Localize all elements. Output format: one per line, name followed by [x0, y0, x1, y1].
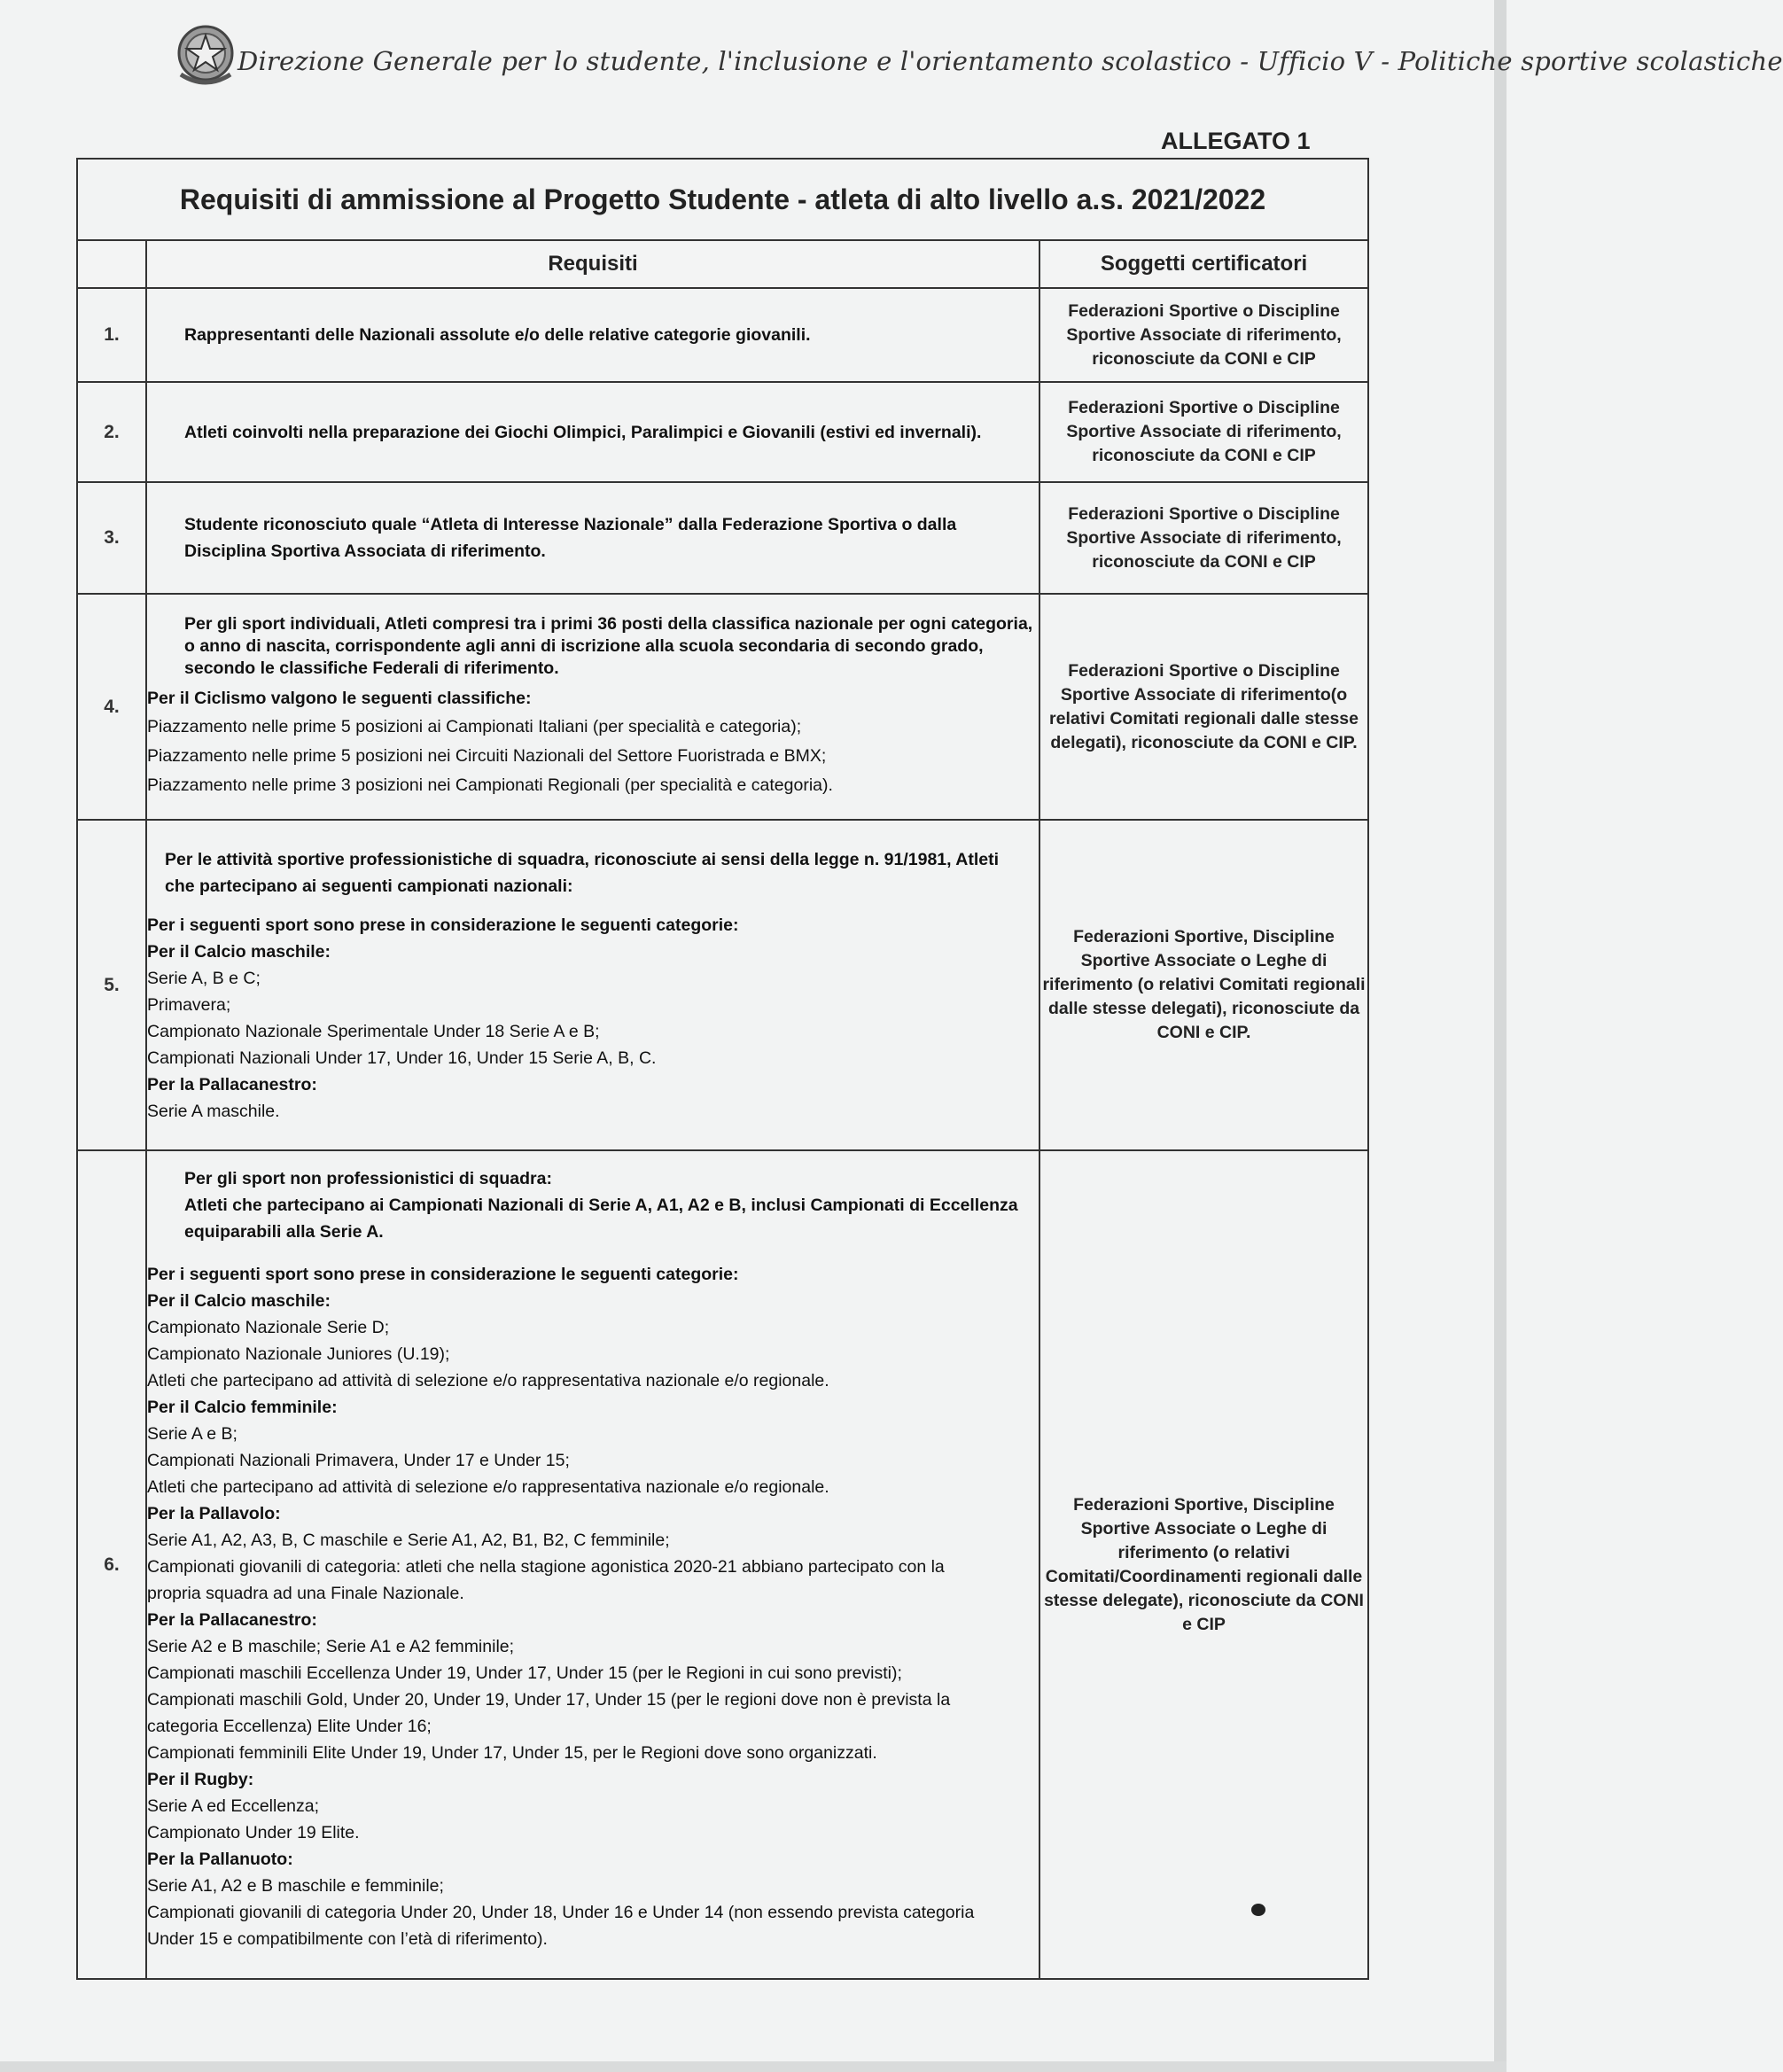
sport-heading: Per la Pallanuoto:	[147, 1850, 293, 1869]
list-item: Campionati maschili Eccellenza Under 19, Under 17, Under 15 (per le Regioni in cui sono previsti);	[147, 1663, 902, 1683]
table-row	[77, 1150, 1368, 1979]
list-item: Campionato Under 19 Elite.	[147, 1823, 360, 1842]
certifier-cell: Federazioni Sportive o Discipline Sportive Associate di riferimento, riconosciute da CONI e CIP	[1039, 382, 1368, 482]
sub-heading: Per il Ciclismo valgono le seguenti classifiche:	[147, 689, 532, 708]
requirement-text: Per gli sport non professionistici di squadra:	[184, 1169, 552, 1188]
sport-heading: Per il Calcio maschile:	[147, 941, 331, 962]
annex-label: ALLEGATO 1	[1161, 128, 1311, 154]
requirement-cell	[146, 820, 1039, 1150]
row-number: 2.	[77, 382, 146, 482]
list-item: Campionati Nazionali Under 17, Under 16, Under 15 Serie A, B, C.	[147, 1048, 657, 1068]
table-row	[77, 482, 1368, 594]
table-row	[77, 288, 1368, 382]
sport-heading: Per la Pallacanestro:	[147, 1610, 317, 1630]
list-item: Campionati maschili Gold, Under 20, Under 19, Under 17, Under 15 (per le regioni dove non è prevista la	[147, 1690, 951, 1710]
requirement-text: Per le attività sportive professionistiche di squadra, riconosciute ai sensi della legge n. 91/1981, Atleti	[165, 849, 1000, 869]
list-item: Serie A1, A2, A3, B, C maschile e Serie A1, A2, B1, B2, C femminile;	[147, 1531, 670, 1550]
table-title: Requisiti di ammissione al Progetto Studente - atleta di alto livello a.s. 2021/2022	[77, 159, 1368, 240]
certifier-cell: Federazioni Sportive o Discipline Sportive Associate di riferimento, riconosciute da CONI e CIP	[1039, 482, 1368, 594]
list-item: Campionato Nazionale Serie D;	[147, 1318, 390, 1337]
certifier-cell: Federazioni Sportive, Discipline Sportive Associate o Leghe di riferimento (o relativi Comitati/Coordinamenti regionali dalle stesse delegate), riconosciute da CONI e CIP	[1039, 1150, 1368, 1979]
list-item: Atleti che partecipano ad attività di selezione e/o rappresentativa nazionale e/o regionale.	[147, 1371, 829, 1390]
row-number: 5.	[77, 820, 146, 1150]
list-item: Campionato Nazionale Juniores (U.19);	[147, 1344, 450, 1364]
certifier-cell: Federazioni Sportive o Discipline Sportive Associate di riferimento(o relativi Comitati regionali dalle stesse delegati), riconosciute da CONI e CIP.	[1039, 594, 1368, 820]
list-item: Campionati femminili Elite Under 19, Under 17, Under 15, per le Regioni dove sono organizzati.	[147, 1743, 877, 1763]
scan-speck	[1251, 1904, 1265, 1916]
list-item: Campionato Nazionale Sperimentale Under 18 Serie A e B;	[147, 1021, 600, 1041]
requirement-text: Per gli sport individuali, Atleti compresi tra i primi 36 posti della classifica nazionale per ogni categoria,	[184, 614, 1033, 634]
list-item: Serie A, B e C;	[147, 968, 261, 988]
ministry-office-line: Direzione Generale per lo studente, l'inclusione e l'orientamento scolastico - Ufficio V - Politiche sportive scolastiche	[237, 46, 1783, 76]
table-row	[77, 594, 1368, 820]
table-row	[77, 820, 1368, 1150]
list-item: Serie A ed Eccellenza;	[147, 1796, 320, 1816]
row-number: 4.	[77, 594, 146, 820]
requirement-cell	[146, 382, 1039, 482]
requirement-cell	[146, 1150, 1039, 1979]
sport-heading: Per la Pallavolo:	[147, 1504, 281, 1523]
certifier-cell: Federazioni Sportive, Discipline Sportive Associate o Leghe di riferimento (o relativi Comitati regionali dalle stesse delegati), riconosciute da CONI e CIP.	[1039, 820, 1368, 1150]
letterhead	[170, 16, 1783, 96]
list-item: Piazzamento nelle prime 5 posizioni ai Campionati Italiani (per specialità e categoria);	[147, 717, 802, 736]
requirement-text: secondo le classifiche Federali di riferimento.	[184, 658, 559, 678]
list-item: Primavera;	[147, 994, 231, 1015]
list-item: Piazzamento nelle prime 5 posizioni nei Circuiti Nazionali del Settore Fuoristrada e BMX;	[147, 746, 827, 766]
row-number: 3.	[77, 482, 146, 594]
list-item: Serie A maschile.	[147, 1101, 280, 1121]
requirement-text: equiparabili alla Serie A.	[184, 1222, 384, 1242]
requirement-text: che partecipano ai seguenti campionati nazionali:	[165, 876, 573, 896]
lead-text: Per i seguenti sport sono prese in considerazione le seguenti categorie:	[147, 915, 739, 935]
row-number: 1.	[77, 288, 146, 382]
lead-text: Per i seguenti sport sono prese in considerazione le seguenti categorie:	[147, 1265, 739, 1284]
row-number: 6.	[77, 1150, 146, 1979]
requirement-text: Studente riconosciuto quale “Atleta di Interesse Nazionale” dalla Federazione Sportiva o dalla	[184, 515, 957, 534]
requirement-cell	[146, 482, 1039, 594]
list-item: Atleti che partecipano ad attività di selezione e/o rappresentativa nazionale e/o regionale.	[147, 1477, 829, 1497]
requirement-text: Disciplina Sportiva Associata di riferimento.	[184, 541, 546, 561]
list-item: Campionati giovanili di categoria: atleti che nella stagione agonistica 2020-21 abbiano partecipato con la	[147, 1557, 945, 1577]
requirement-text: Atleti coinvolti nella preparazione dei Giochi Olimpici, Paralimpici e Giovanili (estivi ed invernali).	[184, 422, 982, 442]
scan-edge-bottom	[0, 2061, 1507, 2072]
requirements-table	[76, 158, 1369, 1980]
sport-heading: Per la Pallacanestro:	[147, 1074, 317, 1094]
list-item: Under 15 e compatibilmente con l’età di riferimento).	[147, 1929, 548, 1949]
certifier-cell: Federazioni Sportive o Discipline Sportive Associate di riferimento, riconosciute da CONI e CIP	[1039, 288, 1368, 382]
column-header-certifiers: Soggetti certificatori	[1039, 240, 1368, 288]
list-item: propria squadra ad una Finale Nazionale.	[147, 1584, 464, 1603]
requirement-cell	[146, 288, 1039, 382]
requirement-text: Rappresentanti delle Nazionali assolute e/o delle relative categorie giovanili.	[184, 325, 811, 345]
header-number-cell	[77, 240, 146, 288]
list-item: Serie A1, A2 e B maschile e femminile;	[147, 1876, 444, 1896]
list-item: Campionati giovanili di categoria Under 20, Under 18, Under 16 e Under 14 (non essendo prevista categoria	[147, 1903, 975, 1922]
column-header-requirements: Requisiti	[146, 240, 1039, 288]
list-item: categoria Eccellenza) Elite Under 16;	[147, 1717, 432, 1736]
sport-heading: Per il Rugby:	[147, 1770, 254, 1789]
sport-heading: Per il Calcio maschile:	[147, 1291, 331, 1311]
requirement-cell	[146, 594, 1039, 820]
requirement-text: o anno di nascita, corrispondente agli anni di iscrizione alla scuola secondaria di secondo grado,	[184, 636, 984, 656]
italian-republic-emblem-icon	[170, 19, 241, 90]
list-item: Serie A e B;	[147, 1424, 237, 1444]
list-item: Piazzamento nelle prime 3 posizioni nei Campionati Regionali (per specialità e categoria).	[147, 775, 833, 795]
sport-heading: Per il Calcio femminile:	[147, 1398, 338, 1417]
scan-edge	[1494, 0, 1507, 2072]
requirement-text: Atleti che partecipano ai Campionati Nazionali di Serie A, A1, A2 e B, inclusi Campionati di Eccellenza	[184, 1196, 1018, 1215]
table-row	[77, 382, 1368, 482]
list-item: Serie A2 e B maschile; Serie A1 e A2 femminile;	[147, 1637, 515, 1656]
list-item: Campionati Nazionali Primavera, Under 17 e Under 15;	[147, 1451, 570, 1470]
